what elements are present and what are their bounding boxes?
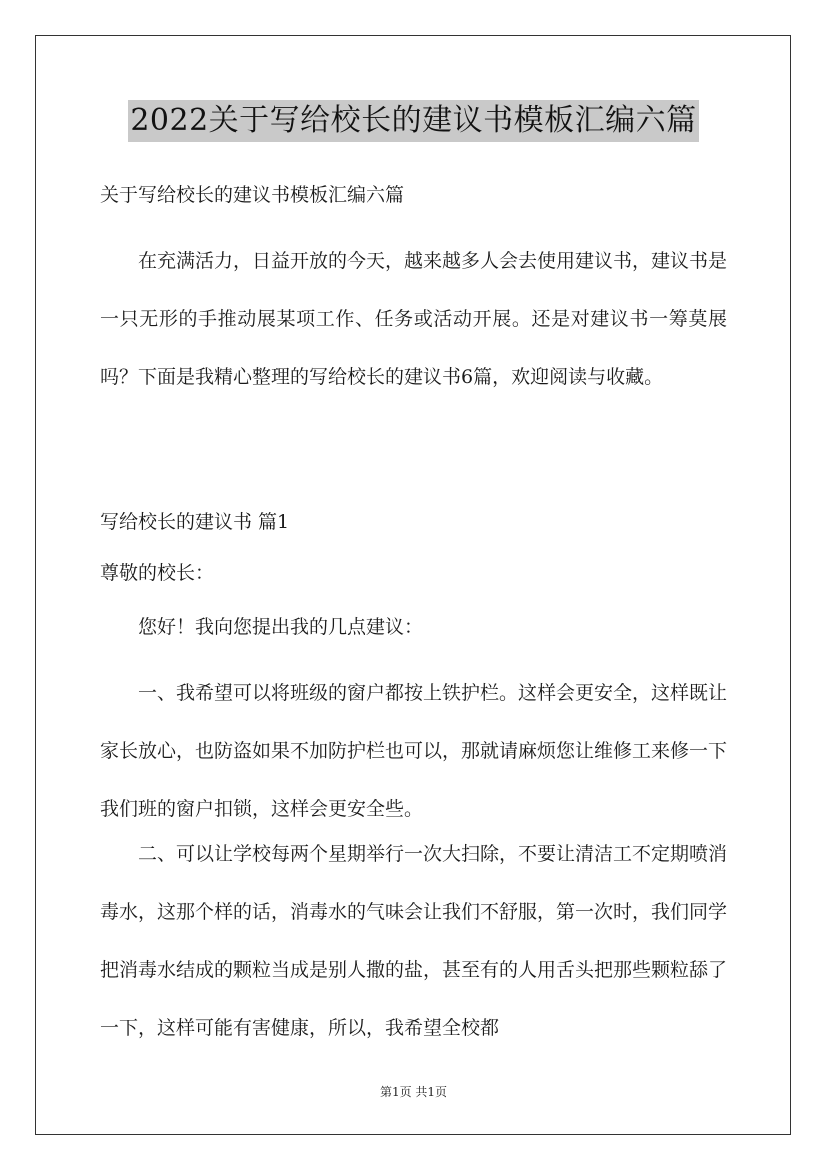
section-heading: 写给校长的建议书 篇1 xyxy=(100,511,290,533)
document-title: 2022关于写给校长的建议书模板汇编六篇 xyxy=(128,100,698,142)
suggestion-point-1: 一、我希望可以将班级的窗户都按上铁护栏。这样会更安全，这样既让家长放心，也防盗如果不加防护栏也可以，那就请麻烦您让维修工来修一下我们班的窗户扣锁，这样会更安全些。 xyxy=(100,682,728,820)
suggestion-point-2: 二、可以让学校每两个星期举行一次大扫除，不要让清洁工不定期喷消毒水，这那个样的话，消毒水的气味会让我们不舒服，第一次时，我们同学把消毒水结成的颗粒当成是别人撒的盐，甚至有的人用舌头把那些颗粒舔了一下，这样可能有害健康，所以，我希望全校都 xyxy=(100,843,728,1039)
page-footer xyxy=(0,1083,827,1100)
title-container xyxy=(0,100,827,142)
page-number: 第1页 共1页 xyxy=(379,1085,448,1099)
letter-opening: 您好！我向您提出我的几点建议： xyxy=(138,616,424,638)
letter-greeting: 尊敬的校长： xyxy=(100,562,215,584)
document-subtitle: 关于写给校长的建议书模板汇编六篇 xyxy=(100,184,405,206)
intro-paragraph: 在充满活力，日益开放的今天，越来越多人会去使用建议书，建议书是一只无形的手推动展某项工作、任务或活动开展。还是对建议书一筹莫展吗？下面是我精心整理的写给校长的建议书6篇，欢迎阅读与收藏。 xyxy=(100,250,728,388)
